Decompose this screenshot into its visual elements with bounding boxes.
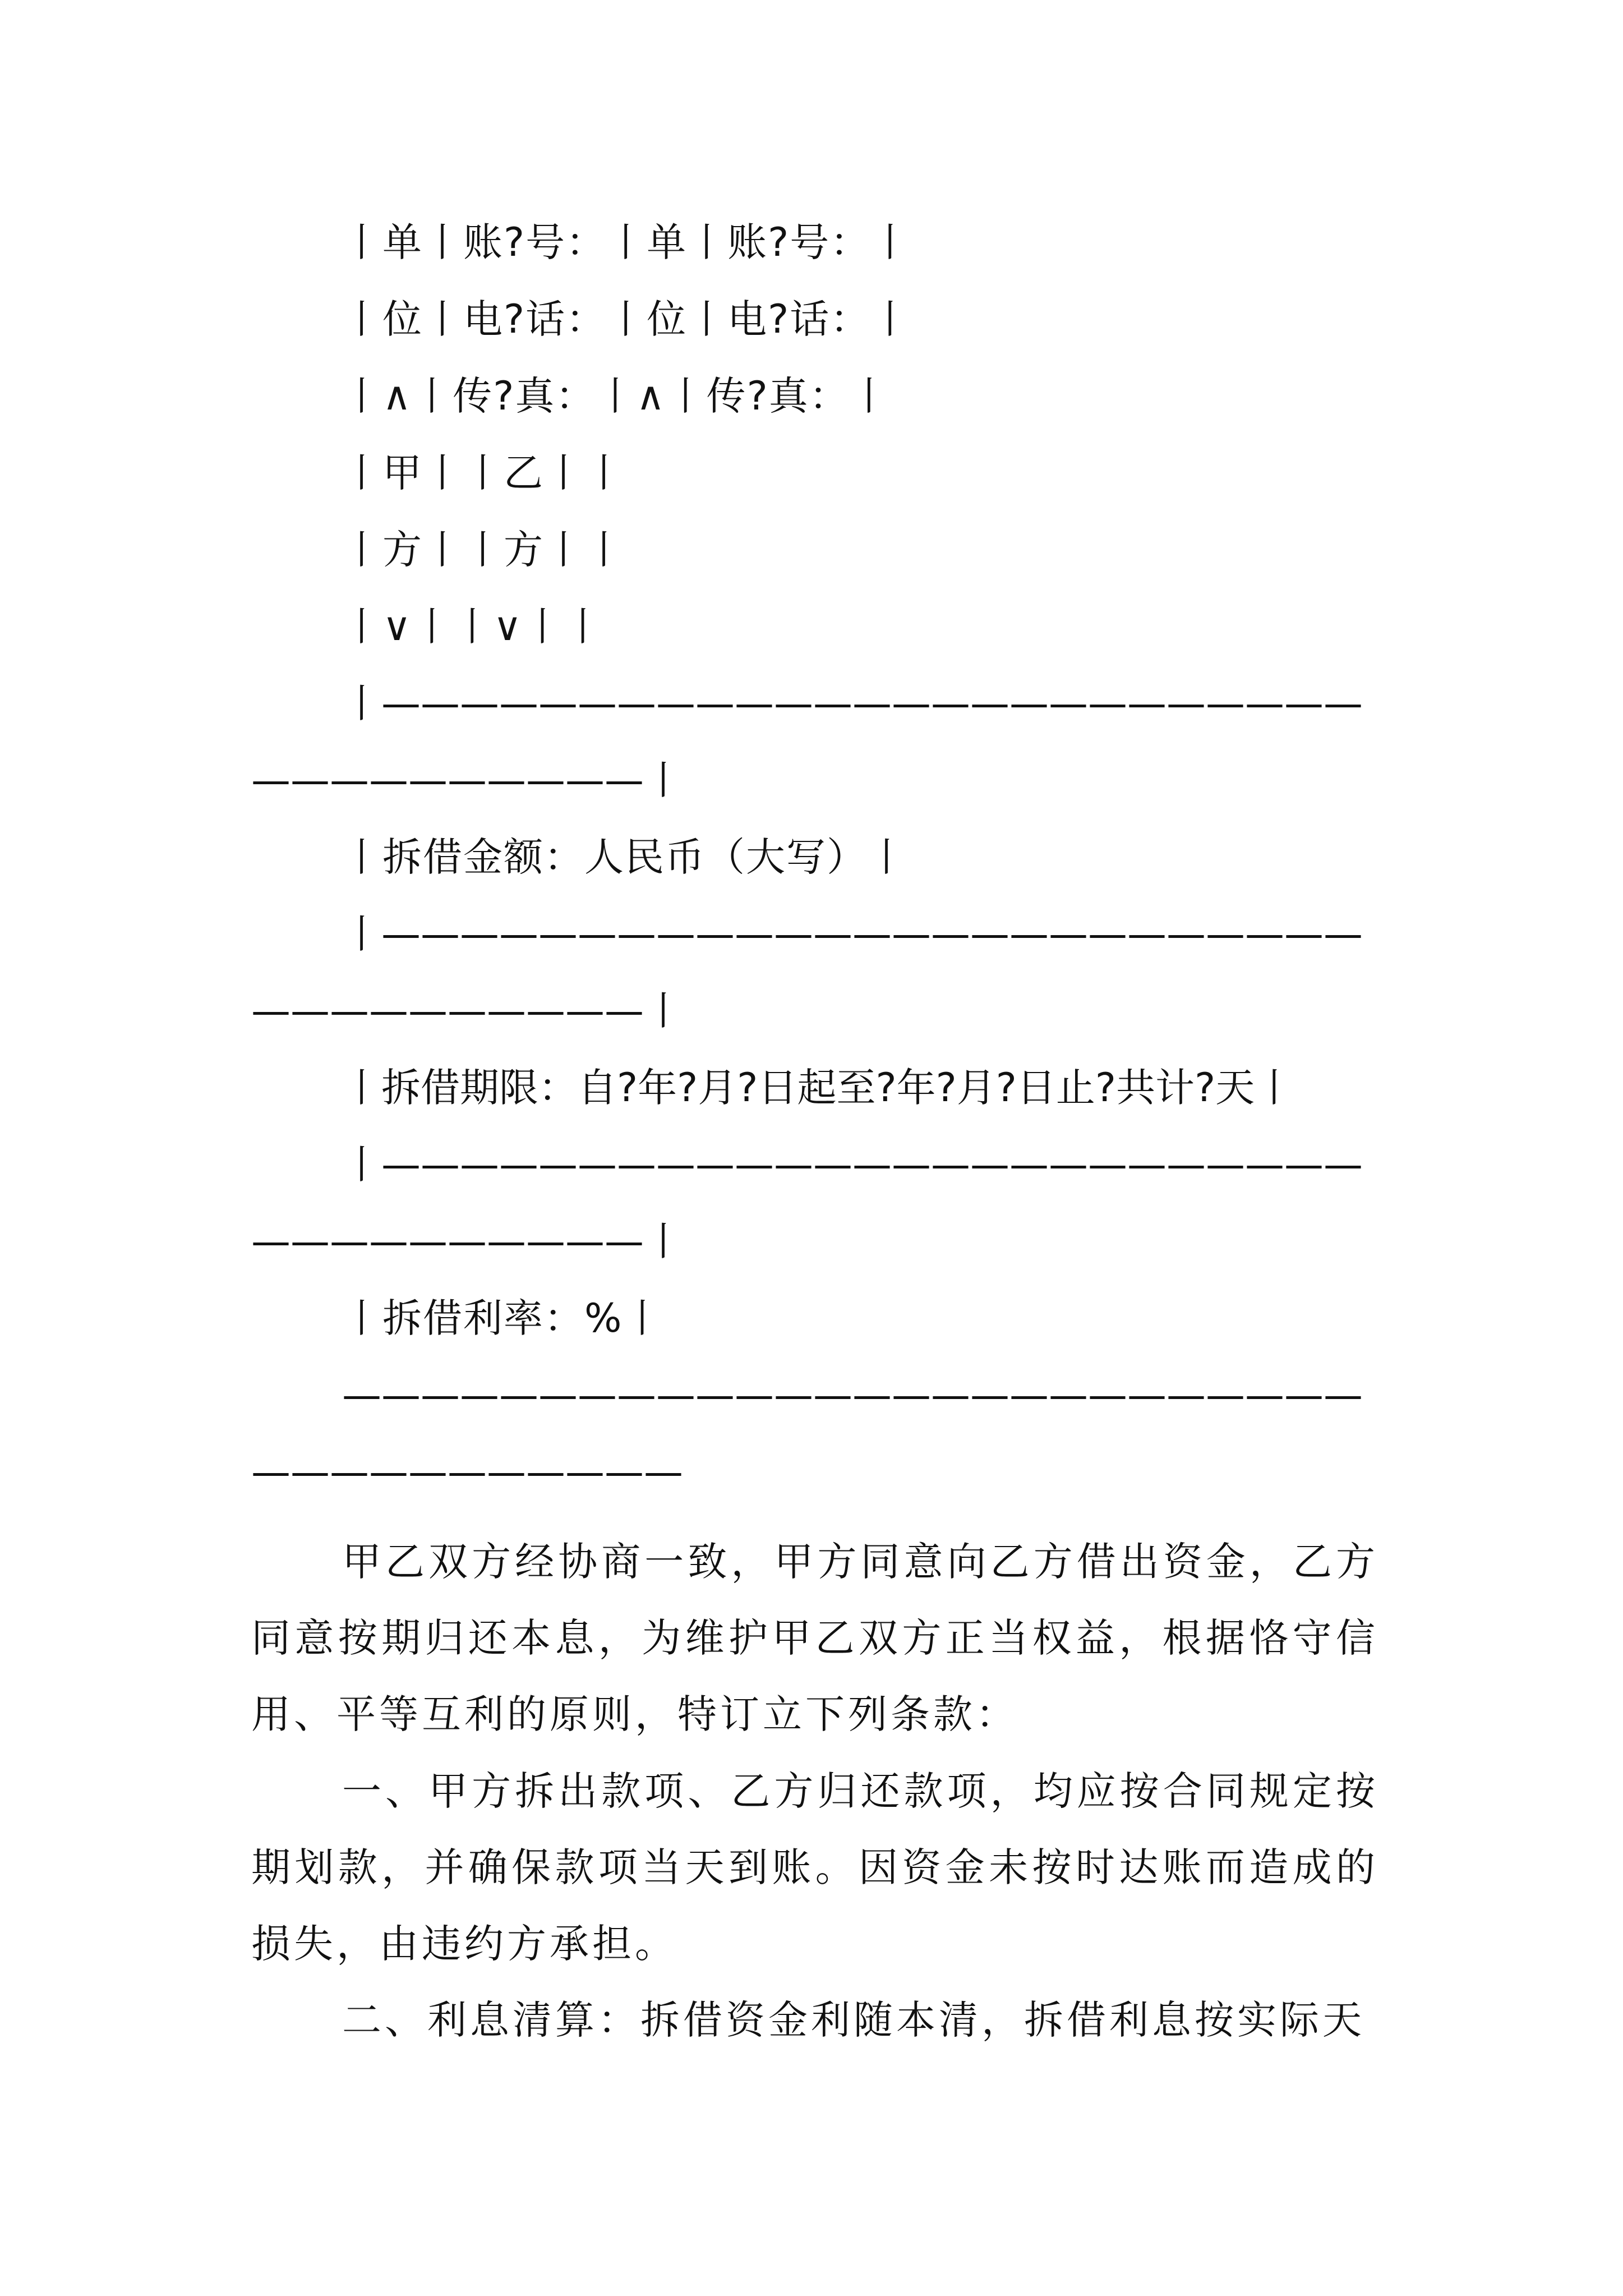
loan-amount-line: 丨拆借金额：人民币（大写）丨 (342, 834, 907, 880)
form-line-fang: 丨方丨丨方丨丨 (342, 527, 625, 573)
table-rule-2-top: 丨————————————————————————— (342, 911, 1363, 957)
form-line-arrow-down: 丨∨丨丨∨丨丨 (342, 604, 604, 650)
table-rule-4-top: —————————————————————————— (342, 1372, 1363, 1418)
form-line-fax: 丨∧丨传?真：丨∧丨传?真：丨 (342, 373, 890, 419)
paragraph-agreement-intro: 甲乙双方经协商一致，甲方同意向乙方借出资金，乙方同意按期归还本息，为维护甲乙双方正当权益，根据恪守信用、平等互利的原则，特订立下列条款： (251, 1539, 1378, 1737)
table-rule-1-bottom: ——————————丨 (251, 757, 683, 803)
table-rule-3-top: 丨————————————————————————— (342, 1142, 1363, 1188)
table-rule-2-bottom: ——————————丨 (251, 988, 683, 1034)
paragraph-clause-1: 一、甲方拆出款项、乙方归还款项，均应按合同规定按期划款，并确保款项当天到账。因资金未按时达账而造成的损失，由违约方承担。 (251, 1768, 1378, 1967)
loan-period-line: 丨拆借期限：自?年?月?日起至?年?月?日止?共计?天丨 (342, 1065, 1294, 1111)
loan-rate-line: 丨拆借利率：%丨 (342, 1295, 663, 1341)
table-rule-1-top: 丨————————————————————————— (342, 680, 1363, 726)
form-line-account: 丨单丨账?号：丨单丨账?号：丨 (342, 219, 911, 265)
table-rule-4-bottom: ——————————— (251, 1449, 683, 1495)
form-line-party-a-b: 丨甲丨丨乙丨丨 (342, 450, 625, 496)
table-rule-3-bottom: ——————————丨 (251, 1218, 683, 1264)
paragraph-clause-2: 二、利息清算：拆借资金利随本清，拆借利息按实际天 (342, 1997, 1365, 2043)
form-line-phone: 丨位丨电?话：丨位丨电?话：丨 (342, 296, 911, 342)
